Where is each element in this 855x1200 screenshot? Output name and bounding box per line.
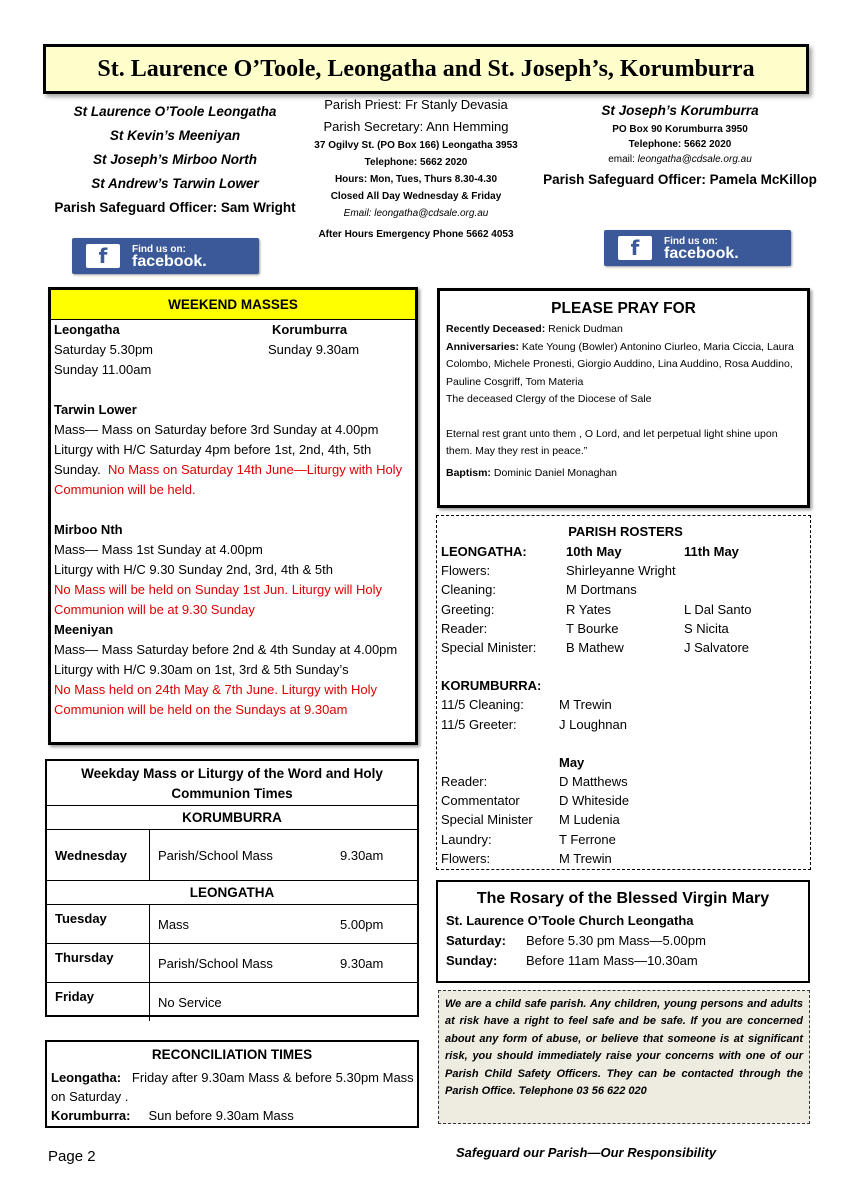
mirboo-mass: Mass— Mass 1st Sunday at 4.00pm: [54, 542, 263, 557]
person-a: T Bourke: [566, 620, 619, 636]
baptism: [446, 465, 801, 483]
list-item: [441, 849, 810, 868]
type-cell: No Service: [158, 994, 222, 1010]
place-4: St Andrew’s Tarwin Lower: [91, 176, 259, 191]
list-item: [441, 810, 810, 829]
deceased-names: Renick Dudman: [545, 323, 623, 335]
person-b: J Salvatore: [684, 640, 750, 656]
reconciliation-box: [45, 1040, 419, 1128]
time-cell: [340, 983, 417, 1021]
deceased-clergy: The deceased Clergy of the Diocese of Sale: [446, 393, 652, 405]
type-cell: Parish/School Mass: [158, 955, 273, 971]
facebook-icon: f: [86, 244, 120, 268]
place-korumburra: St Joseph’s Korumburra: [601, 103, 759, 118]
role: Commentator: [441, 793, 520, 809]
tarwin-liturgy-text: Liturgy with H/C Saturday 4pm before 1st, 2nd, 4th, 5th Sunday.: [54, 442, 372, 477]
person-a: J Loughnan: [559, 716, 627, 732]
person-b: L Dal Santo: [684, 601, 752, 617]
fb-find-label: Find us on:: [132, 244, 186, 255]
korumburra-label: KORUMBURRA:: [441, 678, 542, 694]
mirboo-heading: Mirboo Nth: [54, 522, 123, 537]
rosary-saturday: [446, 931, 800, 951]
deceased-label: Recently Deceased:: [446, 323, 546, 335]
person-a: Shirleyanne Wright: [566, 563, 676, 579]
role: Cleaning:: [441, 582, 496, 598]
parish-secretary: Parish Secretary: Ann Hemming: [323, 119, 509, 134]
place-3: St Joseph’s Mirboo North: [92, 152, 257, 167]
korumburra-text: Sun before 9.30am Mass: [130, 1108, 294, 1123]
place-2: St Kevin’s Meeniyan: [109, 128, 241, 143]
person-a: D Whiteside: [559, 793, 630, 809]
person-b: S Nicita: [684, 620, 729, 636]
tarwin-heading: Tarwin Lower: [54, 402, 137, 417]
child-safe-notice: We are a child safe parish. Any children, young persons and adults at risk have a right to feel safe and be safe. If you are concerned about any form of abuse, or believe that someone is at significant risk, you should immediately raise your concerns with one of our Parish Child Safety Officers. They can be contacted through the Parish Office. Telephone 03 56 622 020: [438, 990, 810, 1124]
office-hours: Hours: Mon, Tues, Thurs 8.30-4.30: [334, 174, 498, 185]
table-row: [47, 830, 417, 881]
reconciliation-korumburra: [51, 1106, 417, 1125]
pray-for-box: [437, 288, 810, 508]
time-cell: 9.30am: [340, 847, 384, 863]
footer-slogan: Safeguard our Parish—Our Responsibility: [456, 1145, 717, 1160]
facebook-button-right[interactable]: [604, 230, 791, 266]
person-a: B Mathew: [566, 640, 624, 656]
leongatha-saturday: Saturday 5.30pm: [54, 342, 154, 357]
role: Flowers:: [441, 850, 491, 866]
tarwin-mass: Mass— Mass on Saturday before 3rd Sunday at 4.00pm: [54, 422, 379, 437]
leongatha-label: Leongatha:: [51, 1070, 122, 1085]
weekday-korumburra: KORUMBURRA: [47, 806, 417, 830]
tarwin-notice: No Mass on Saturday 14th June—Liturgy with Holy Communion will be held.: [54, 462, 403, 497]
day-cell: Thursday: [47, 944, 150, 982]
may-label: May: [559, 754, 585, 770]
email-link[interactable]: leongatha@cdsale.org.au: [637, 154, 752, 165]
list-item: [441, 772, 810, 791]
weekday-leongatha: LEONGATHA: [47, 881, 417, 905]
person-a: D Matthews: [559, 774, 628, 790]
reconciliation-leongatha: [51, 1068, 417, 1106]
safeguard-officer-right: Parish Safeguard Officer: Pamela McKillop: [543, 172, 817, 187]
leongatha-text: Friday after 9.30am Mass & before 5.30pm Mass on Saturday .: [51, 1070, 418, 1104]
type-cell: Parish/School Mass: [158, 847, 273, 863]
reconciliation-heading: RECONCILIATION TIMES: [151, 1047, 313, 1062]
table-row: [47, 944, 417, 983]
date-1: 10th May: [566, 544, 622, 559]
table-row: [47, 905, 417, 944]
day-cell: Friday: [47, 983, 150, 1021]
korumburra-label: Korumburra: [272, 322, 348, 337]
person-a: M Trewin: [559, 697, 612, 713]
parish-priest: Parish Priest: Fr Stanly Devasia: [324, 97, 508, 112]
role: Reader:: [441, 774, 488, 790]
meeniyan-heading: Meeniyan: [54, 622, 114, 637]
sunday-label: Sunday:: [446, 953, 498, 968]
role: Laundry:: [441, 831, 492, 847]
role: Greeting:: [441, 601, 495, 617]
leongatha-label: LEONGATHA:: [441, 544, 527, 559]
anniversaries-names: Kate Young (Bowler) Antonino Ciurleo, Maria Ciccia, Laura Colombo, Michele Pronesti, Giorgio Auddino, Lina Auddino, Rosa Auddino, Pauline Cosgriff, Tom Materia: [446, 340, 794, 388]
saturday-time: Before 5.30 pm Mass—5.00pm: [526, 933, 706, 948]
role: Reader:: [441, 620, 488, 636]
page-title: St. Laurence O’Toole, Leongatha and St. Joseph’s, Korumburra: [97, 55, 755, 82]
prayer-text: Eternal rest grant unto them , O Lord, and let perpetual light shine upon them. May they rest in peace.”: [446, 427, 778, 457]
email-label: email:: [608, 154, 638, 165]
mirboo-liturgy: Liturgy with H/C 9.30 Sunday 2nd, 3rd, 4th & 5th: [54, 562, 333, 577]
date-2: 11th May: [684, 544, 739, 559]
safeguard-officer-left: Parish Safeguard Officer: Sam Wright: [54, 200, 296, 215]
role: Special Minister:: [441, 640, 537, 656]
role: 11/5 Greeter:: [441, 716, 517, 732]
list-item: [441, 619, 810, 638]
list-item: [441, 561, 810, 580]
title-banner: [43, 44, 809, 94]
leongatha-label: Leongatha: [54, 322, 120, 337]
closed-days: Closed All Day Wednesday & Friday: [330, 191, 502, 202]
saturday-label: Saturday:: [446, 933, 506, 948]
rosters-heading: PARISH ROSTERS: [568, 524, 683, 539]
person-a: M Dortmans: [566, 582, 637, 598]
anniversaries: [446, 339, 801, 392]
po-box: PO Box 90 Korumburra 3950: [612, 124, 748, 135]
person-a: T Ferrone: [559, 831, 616, 847]
address: 37 Ogilvy St. (PO Box 166) Leongatha 3953: [314, 140, 518, 151]
fb-find-label: Find us on:: [664, 236, 718, 247]
sunday-time: Before 11am Mass—10.30am: [526, 953, 698, 968]
tarwin-liturgy: [54, 440, 411, 500]
person-a: R Yates: [566, 601, 612, 617]
time-cell: 5.00pm: [340, 916, 384, 932]
baptism-name: Dominic Daniel Monaghan: [490, 466, 618, 479]
meeniyan-notice: No Mass held on 24th May & 7th June. Liturgy with Holy Communion will be held on the Sundays at 9.30am: [54, 682, 377, 717]
time-cell: 9.30am: [340, 955, 384, 971]
list-item: [441, 791, 810, 810]
telephone: Telephone: 5662 2020: [364, 157, 468, 168]
header-left: [40, 100, 310, 220]
role: Special Minister: [441, 812, 533, 828]
place-1: St Laurence O’Toole Leongatha: [73, 104, 277, 119]
parish-rosters-box: [436, 515, 811, 870]
anniversaries-label: Anniversaries:: [446, 340, 519, 353]
list-item: [441, 638, 810, 657]
list-item: [441, 715, 810, 734]
recently-deceased: [446, 321, 801, 339]
korumburra-label: Korumburra:: [51, 1108, 131, 1123]
header-right: [530, 100, 830, 192]
emergency-phone: After Hours Emergency Phone 5662 4053: [318, 229, 514, 240]
korumburra-sunday: Sunday 9.30am: [268, 342, 360, 357]
rosary-sunday: [446, 951, 800, 971]
role: Flowers:: [441, 563, 491, 579]
rosary-box: [436, 880, 810, 983]
facebook-button-left[interactable]: [72, 238, 259, 274]
role: 11/5 Cleaning:: [441, 697, 524, 713]
list-item: [441, 600, 810, 619]
facebook-icon: f: [618, 236, 652, 260]
weekday-times-table: [45, 759, 419, 1017]
pray-heading: PLEASE PRAY FOR: [551, 300, 696, 317]
rosters-leongatha-header: [441, 542, 810, 561]
email: Email: leongatha@cdsale.org.au: [343, 208, 489, 219]
rosary-church: St. Laurence O’Toole Church Leongatha: [446, 913, 694, 928]
weekday-heading: Weekday Mass or Liturgy of the Word and Holy Communion Times: [47, 761, 417, 806]
type-cell: Mass: [158, 916, 190, 932]
mirboo-notice: No Mass will be held on Sunday 1st Jun. Liturgy will Holy Communion will be at 9.30 Sunday: [54, 582, 383, 617]
header-middle: [298, 95, 534, 243]
telephone-right: Telephone: 5662 2020: [628, 139, 732, 150]
leongatha-sunday: Sunday 11.00am: [54, 362, 152, 377]
weekend-masses-box: [48, 287, 418, 745]
day-cell: Wednesday: [47, 830, 150, 880]
email-right: [530, 152, 830, 168]
rosary-heading: The Rosary of the Blessed Virgin Mary: [476, 890, 770, 907]
fb-brand-label: facebook.: [132, 253, 207, 270]
person-a: M Trewin: [559, 850, 612, 866]
meeniyan-liturgy: Liturgy with H/C 9.30am on 1st, 3rd & 5th Sunday’s: [54, 662, 349, 677]
table-row: [47, 983, 417, 1021]
day-cell: Tuesday: [47, 905, 150, 943]
baptism-label: Baptism:: [446, 466, 491, 479]
page-number: Page 2: [48, 1148, 96, 1165]
meeniyan-mass: Mass— Mass Saturday before 2nd & 4th Sunday at 4.00pm: [54, 642, 398, 657]
list-item: [441, 580, 810, 599]
person-a: M Ludenia: [559, 812, 620, 828]
list-item: [441, 830, 810, 849]
list-item: [441, 695, 810, 714]
fb-brand-label: facebook.: [664, 245, 739, 262]
may-header: [441, 753, 810, 772]
weekend-heading: WEEKEND MASSES: [51, 290, 415, 320]
